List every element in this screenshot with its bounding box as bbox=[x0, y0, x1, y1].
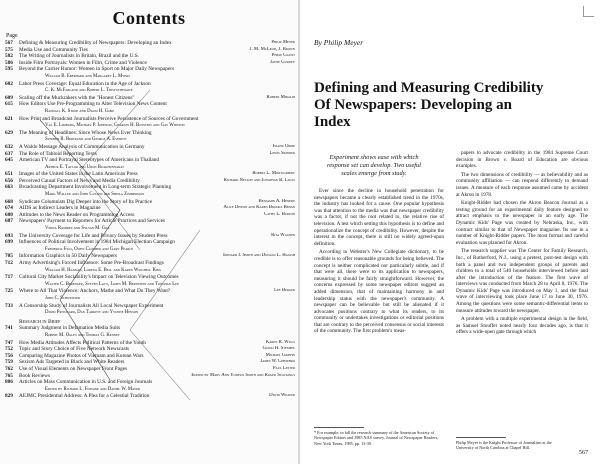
toc-entry bbox=[5, 60, 295, 67]
toc-entry bbox=[5, 199, 295, 206]
toc-page-number: 656 bbox=[5, 177, 13, 184]
toc-entry-author: William B. Eberhard and Margaret L. Myers bbox=[45, 73, 130, 79]
table-of-contents bbox=[5, 40, 295, 400]
toc-entry-title: Influences of Political Involvement in 1984 Michigan Election Campaign bbox=[19, 239, 175, 246]
toc-entry-title: Summary Judgment in Defamation Media Suits bbox=[19, 325, 121, 332]
footnote-rule-right bbox=[456, 437, 506, 438]
toc-entry-author: Edward J. Smith and Donald L. Hajash bbox=[220, 253, 295, 260]
toc-entry-title: Inside Film Portrayals: Women in Film, Crime and Violence bbox=[19, 59, 147, 66]
article-paragraph: Ever since the decline in household penetration for newspapers became a clearly established trend in the 1970s, the industry has looked for a cause. One popular hypothesis was that attention to the media was that newspaper credibility was a factor, if not the root related to, the relative rise of television. A test which setting this hypothesis is to define and operationalize the concept of credibility. However, despite the interest in the concept, there is still no widely agreed-upon definition. bbox=[314, 188, 444, 247]
toc-author-line bbox=[5, 386, 295, 394]
toc-entry-author: Edited by Mary Ann Yodelis Smith and Roger Stockings bbox=[188, 373, 295, 380]
toc-entry-author: Mark Waller and John Cullen and Sheila Zimmerman bbox=[45, 192, 145, 198]
footnote-left: * For example, in fall the research summary of the American Society of Newspaper Editors and 1985 NAS survey, Journal of Newspaper Readers, New York Times, 1985, pp. 13-39. bbox=[314, 430, 439, 446]
toc-entry bbox=[5, 218, 295, 225]
toc-page-number: 752 bbox=[5, 346, 13, 353]
toc-entry bbox=[5, 303, 295, 310]
toc-entry bbox=[5, 325, 295, 332]
toc-entry-title: Newspapers' Payment to Reporters for Article Practices and Services bbox=[19, 218, 165, 225]
toc-entry bbox=[5, 40, 295, 47]
toc-page-number: 762 bbox=[5, 365, 13, 372]
toc-page-number: 765 bbox=[5, 372, 13, 379]
toc-entry-title: A Censorship Study of Journalists All Local Newspaper Experiment bbox=[19, 302, 164, 309]
toc-page-number: 663 bbox=[5, 184, 13, 191]
toc-page-number: 586 bbox=[5, 59, 13, 66]
article-paragraph: The research supplier was The Center for Family Research, Inc., of Rutherford, N.J., using a pretest, post-test design with both a panel and two independent groups of parents and children to a total of 540 households interviewed before and after the introduction of the feature. The first wave of interviews was conducted from March 28 to April 8, 1976. The Dynamic Kids' Page was introduced on May 1, and the final wave of interviewing took place June 17 to June 30, 1976. Among the questions were some semantic-differential items to measure attitudes toward the newspaper. bbox=[456, 248, 588, 314]
toc-entry-author: Alice Dennis and Karen Brooks Behan bbox=[221, 205, 295, 212]
toc-entry-author: Lewis Skinner bbox=[267, 151, 295, 158]
toc-page-number: 756 bbox=[5, 352, 13, 359]
toc-author-line bbox=[5, 295, 295, 303]
toc-entry-author: Benjamin A. Henery bbox=[256, 199, 295, 206]
article-page bbox=[300, 0, 600, 464]
toc-entry-title: Topic and Story Choice of Five Network Newscasts bbox=[19, 346, 130, 353]
toc-entry bbox=[5, 95, 295, 102]
toc-entry-title: The Writing of Journalists in Britain, Brazil and the U.S. bbox=[19, 53, 140, 60]
toc-entry bbox=[5, 130, 295, 137]
toc-author-line bbox=[5, 225, 295, 233]
toc-entry-title: The University Coverage for Life and Privacy Issues by Student Press bbox=[19, 232, 168, 239]
toc-page-number: 609 bbox=[5, 94, 13, 101]
toc-entry-author: C. K. McFarland and Robert L. Thistlethwaite bbox=[45, 88, 133, 94]
toc-entry bbox=[5, 205, 295, 212]
toc-page-number: 699 bbox=[5, 239, 13, 246]
page-number: 567 bbox=[579, 450, 588, 456]
toc-entry bbox=[5, 346, 295, 353]
toc-entry bbox=[5, 353, 295, 360]
toc-entry bbox=[5, 116, 295, 123]
toc-entry-author: Rita Wagner bbox=[268, 233, 295, 240]
toc-entry-author: J. M. McLeod, J. Brown bbox=[247, 47, 295, 54]
toc-page-number: 575 bbox=[5, 46, 13, 53]
toc-entry-title: The Meaning of Headlines: Since Whose News Ever Thinking bbox=[19, 129, 152, 136]
toc-entry-title: Scaling off the Muckrakers with the "Honest Citizens" bbox=[19, 94, 135, 101]
toc-page-number: 615 bbox=[5, 101, 13, 108]
toc-page-number: 632 bbox=[5, 143, 13, 150]
toc-page-number: 806 bbox=[5, 379, 13, 386]
toc-entry-title: American TV and Portrayal Stereotypes of Americans in Thailand bbox=[19, 157, 160, 164]
toc-entry-author: Arthur E. Taylor and Ubon Buakhunnarat bbox=[45, 164, 124, 170]
toc-page-number: 759 bbox=[5, 359, 13, 366]
article-paragraph: A problem with a multiple experimental design in the field, as Samuel Stouffer noted nearly four decades ago, is that it offers a wide-open gate through which bbox=[456, 316, 588, 336]
toc-author-line bbox=[5, 136, 295, 144]
toc-page-number: 651 bbox=[5, 171, 13, 178]
toc-author-line bbox=[5, 73, 295, 81]
toc-entry-author: Richard Nelson and Jonathan B. Lillis bbox=[221, 178, 295, 185]
toc-entry-title: Media Use and Community Ties bbox=[19, 46, 88, 53]
toc-entry-author: William H. Hannah, Lorena E. Bell and Karen Winchell King bbox=[45, 267, 162, 273]
toc-entry-author: John C. Schweitzer bbox=[45, 295, 81, 301]
toc-entry-author: David Weaver bbox=[266, 393, 295, 400]
toc-page-number: 741 bbox=[5, 325, 13, 332]
toc-page-number: 674 bbox=[5, 205, 13, 212]
toc-author-line bbox=[5, 267, 295, 275]
toc-entry-title: Articles on Mass Communication in U.S. and Foreign Journals bbox=[19, 379, 153, 386]
toc-entry-title: AEJMC Presidential Address: A Plea for a Celestial Tradition bbox=[19, 393, 150, 400]
toc-entry-author: Walter C. Berenger, Steven Lacy, James M. Bernstein and Tonghan Lee bbox=[45, 281, 179, 287]
article-blurb: Experiment shows ease with which response set can develop. Two useful scales emerge from study. bbox=[326, 154, 422, 177]
toc-entry-author: Robert Miraldi bbox=[264, 95, 295, 102]
toc-entry bbox=[5, 178, 295, 185]
toc-entry-title: How Print and Broadcast Journalists Perceive Persistence of Sources of Government bbox=[19, 115, 199, 122]
toc-entry-title: How Editors Use Pre-Programming to Alter Television News Content bbox=[19, 101, 167, 108]
toc-page-number: 602 bbox=[5, 80, 13, 87]
toc-entry bbox=[5, 253, 295, 260]
toc-entry bbox=[5, 157, 295, 164]
toc-entry-title: Army Advertising's Forced Influence: Some Pre-Broadcast Findings bbox=[19, 260, 164, 266]
toc-page-number: 629 bbox=[5, 129, 13, 136]
toc-entry-title: Defining & Measuring Credibility of Newspapers: Developing an Index bbox=[19, 40, 172, 46]
toc-page-number: 645 bbox=[5, 157, 13, 164]
toc-entry-title: How Media Attitudes Affects Political Patterns of the Youth bbox=[19, 339, 146, 346]
toc-entry-author: Cathy L. Burton bbox=[261, 212, 295, 219]
toc-entry bbox=[5, 359, 295, 366]
toc-entry-author: Randall K. Stone and David H. Gore bbox=[45, 108, 115, 114]
contents-page bbox=[0, 0, 298, 464]
toc-author-line bbox=[5, 108, 295, 116]
article-paragraph: According to Webster's New Collegiate dictionary, to be credible is to offer reasonable grounds for being believed. The concept is neither complicated nor particularly subtle, and if that were all, there were to its application to newspapers, measuring it should be fairly straightforward. However, the concerns expressed by some newspaper editors suggest an added dimension, that of maintaining harmony in and leadership status with the newspaper's community. A newspaper can be believable but still be alienated if it advocates positions contrary to what its readers, to its community or undertakes investigations or editorial positions that are contrary to the perceived consensus or social interests of the community. The first problem's meas- bbox=[314, 249, 444, 335]
toc-entry-author: Stephen R. Bertrand and George A. Everett bbox=[45, 137, 127, 143]
toc-entry bbox=[5, 233, 295, 240]
toc-entry bbox=[5, 151, 295, 158]
toc-entry bbox=[5, 393, 295, 400]
toc-entry-title: Use of Visual Elements on Newspaper Front Pages bbox=[19, 365, 128, 372]
toc-entry-author: Robert L. Montgomery bbox=[249, 171, 295, 178]
toc-author-line bbox=[5, 246, 295, 254]
toc-entry-title: Sexism Ads Targeted in Black and White Readers bbox=[19, 359, 125, 366]
toc-entry-title: Book Reviews bbox=[19, 372, 51, 379]
toc-page-number: 747 bbox=[5, 339, 13, 346]
toc-entry bbox=[5, 171, 295, 178]
article-column-right bbox=[456, 150, 588, 436]
toc-entry bbox=[5, 47, 295, 54]
toc-page-number: 582 bbox=[5, 53, 13, 60]
article-title: Defining and Measuring Credibility Of Newspapers: Developing an Index bbox=[314, 80, 544, 130]
toc-page-number: 717 bbox=[5, 274, 13, 281]
contents-title: Contents bbox=[112, 8, 186, 28]
toc-entry-title: The Role of Tabloid Reporting Texts bbox=[19, 150, 97, 157]
toc-author-line bbox=[5, 309, 295, 317]
toc-entry-title: Images of the United States in the Latin American Press bbox=[19, 171, 138, 178]
toc-author-line bbox=[5, 122, 295, 130]
toc-entry-author: Paul Lester bbox=[270, 366, 295, 373]
toc-entry-title: Attitudes to the News Reader on Programming Access bbox=[19, 211, 135, 218]
toc-page-number: 621 bbox=[5, 115, 13, 122]
toc-page-number: 687 bbox=[5, 218, 13, 225]
toc-entry-title: Syndicate Columnists Dig Deeper into the Story of Its Practice bbox=[19, 198, 153, 205]
toc-entry bbox=[5, 81, 295, 88]
article-column-left bbox=[314, 188, 444, 424]
page-corner-mark bbox=[583, 6, 594, 17]
toc-entry-title: A Waldo Message Analysis of Communication in Germany bbox=[19, 143, 145, 150]
page-column-label: Page bbox=[6, 33, 18, 39]
author-note: Philip Meyer is the Knight Professor of Journalism at the University of North Carolina at Chapel Hill. bbox=[456, 440, 552, 451]
toc-page-number: 705 bbox=[5, 253, 13, 260]
toc-entry-author: Guido H. Stempel bbox=[260, 346, 295, 353]
toc-entry-author: Edited by Richard L. Finnane and Daniel W. Mayer bbox=[45, 386, 140, 392]
toc-page-number: 693 bbox=[5, 232, 13, 239]
toc-entry bbox=[5, 366, 295, 373]
toc-page-number: 733 bbox=[5, 302, 13, 309]
toc-entry-title: Information Graphics in 50 Daily Newspapers bbox=[19, 253, 118, 260]
toc-author-line bbox=[5, 87, 295, 95]
toc-author-line bbox=[5, 164, 295, 172]
toc-entry-author: Robert M. Ogles and Thomas G. Kenney bbox=[45, 332, 120, 338]
toc-entry-title: Labor Press Coverage: Equal Education in the Age of Jackson bbox=[19, 80, 151, 87]
article-paragraph: The two dimensions of credibility — as believability and as community affiliation — can respond differently to demand issues. A measure of each response assumed came by accident at Akron in 1978. bbox=[456, 171, 588, 198]
toc-entry bbox=[5, 340, 295, 347]
toc-entry-title: Cultural City Market Sociability's Impact on Television Viewing Outcomes bbox=[19, 274, 179, 281]
toc-entry bbox=[5, 212, 295, 219]
toc-entry-author: Frederick Fico, Owen Clogher and Gary Pearce bbox=[45, 246, 134, 252]
toc-entry-title: Where to All That Violence: Anchors, Mathe and What Do They Want? bbox=[19, 288, 171, 295]
toc-entry bbox=[5, 288, 295, 295]
toc-entry-title: Perceived Causal Factors of News and Media Credibility bbox=[19, 177, 140, 184]
toc-entry-author: Verna Ramirez and Sylvan M. Gill bbox=[45, 226, 110, 232]
article-paragraph: Knight-Ridder had chosen the Akron Beacon Journal as a testing ground for an experimental daily feature designed to attract emphasis to the newspaper in an early age. The Dynamic Kids' Page was created by Nebraska, Inc., with contract similar to that of Newspaper magazine. Its use in a number of Knight-Ridder papers. The most formal and careful evaluation was planned for Akron. bbox=[456, 200, 588, 246]
toc-entry-author: Michael Griffin bbox=[263, 353, 295, 360]
toc-entry-author: Val E. Limburg, Michael P. Johnson, Charles H. Botstein and Gay Whiston bbox=[45, 123, 185, 129]
toc-author-line bbox=[5, 191, 295, 199]
toc-entry-author: David Pritchard, Dan Tarkett and Yvonne Henson bbox=[45, 310, 139, 316]
toc-entry-title: Research in Brief bbox=[19, 318, 61, 325]
toc-entry-author: Lee Berger bbox=[271, 288, 295, 295]
footnote-rule-left bbox=[314, 427, 364, 428]
toc-entry bbox=[5, 379, 295, 386]
toc-author-line bbox=[5, 281, 295, 289]
toc-entry-author: Philip Meyer bbox=[268, 40, 295, 47]
toc-entry-author: Philip Gaunt bbox=[269, 53, 295, 60]
article-paragraph: papers to advocate credibility in the 1984 Supreme Court decision in Brown v. Board of Education are obvious examples. bbox=[456, 150, 588, 170]
toc-entry-author: Jayne Gurney bbox=[267, 60, 295, 67]
toc-author-line bbox=[5, 332, 295, 340]
toc-entry bbox=[5, 53, 295, 60]
toc-page-number: 712 bbox=[5, 260, 13, 266]
toc-page-number: 595 bbox=[5, 66, 13, 73]
toc-entry bbox=[5, 184, 295, 191]
toc-entry-title: Beyond the Carrier Rumor: Women in Sport on Major Daily Newspapers bbox=[19, 66, 175, 73]
toc-entry bbox=[5, 373, 295, 380]
toc-page-number: 829 bbox=[5, 393, 13, 400]
toc-page-number: 668 bbox=[5, 198, 13, 205]
toc-section-heading bbox=[5, 319, 295, 326]
toc-entry-title: Broadcasting Department Involvement in Long-term Strategic Planning bbox=[19, 184, 172, 191]
toc-entry bbox=[5, 66, 295, 73]
toc-entry-author: James W. Chesebro bbox=[257, 359, 295, 366]
toc-entry bbox=[5, 274, 295, 281]
toc-page-number: 637 bbox=[5, 150, 13, 157]
toc-entry bbox=[5, 101, 295, 108]
toc-entry-author: Karen R. Wills bbox=[263, 340, 295, 347]
toc-entry-title: Comparing Magazine Photos of Vietnam and Korean Wars bbox=[19, 352, 144, 359]
toc-page-number: 680 bbox=[5, 211, 13, 218]
toc-page-number: 567 bbox=[5, 40, 13, 46]
toc-entry bbox=[5, 239, 295, 246]
article-byline: By Philip Meyer bbox=[314, 38, 364, 47]
toc-entry bbox=[5, 144, 295, 151]
toc-page-number: 725 bbox=[5, 288, 13, 295]
toc-entry-author: Frank Orme bbox=[270, 144, 295, 151]
toc-entry-title: AIDS as Indirect Leaders in Magazine bbox=[19, 205, 101, 212]
toc-entry bbox=[5, 260, 295, 267]
